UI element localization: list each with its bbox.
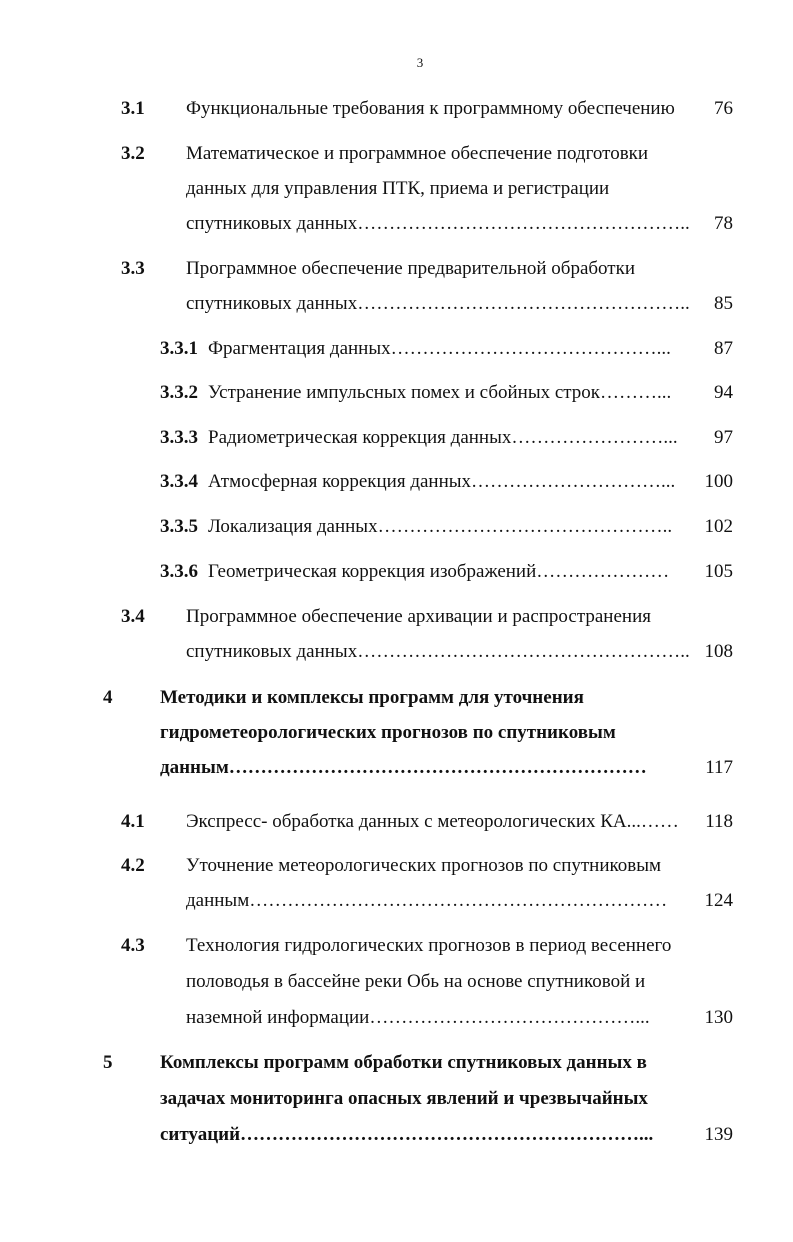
page-ref: 139	[704, 1124, 733, 1145]
chapter-title-line-1: Методики и комплексы программ для уточнения	[160, 687, 584, 708]
page-ref: 78	[714, 213, 733, 234]
section-title-line-2: спутниковых данных……………………………………………..	[186, 293, 690, 314]
chapter-number: 5	[103, 1052, 113, 1073]
section-title: Атмосферная коррекция данных…………………………...	[208, 471, 676, 492]
section-title: Устранение импульсных помех и сбойных строк………...	[208, 382, 672, 403]
page-ref: 97	[714, 427, 733, 448]
section-title: Функциональные требования к программному обеспечению	[186, 98, 675, 119]
section-title: Геометрическая коррекция изображений…………………	[208, 561, 670, 582]
page-ref: 100	[704, 471, 733, 492]
page-ref: 87	[714, 338, 733, 359]
page-ref: 130	[704, 1007, 733, 1028]
section-title-line-3: спутниковых данных……………………………………………..	[186, 213, 690, 234]
section-number: 3.3.4	[160, 471, 198, 492]
section-title: Фрагментация данных……………………………………...	[208, 338, 671, 359]
page-ref: 85	[714, 293, 733, 314]
section-number: 4.2	[121, 855, 145, 876]
page-ref: 108	[704, 641, 733, 662]
section-title-line-1: Технология гидрологических прогнозов в период весеннего	[186, 935, 672, 956]
section-title-line-2: данным…………………………………………………………	[186, 890, 668, 911]
chapter-title-line-3: ситуаций………………………………………………………...	[160, 1124, 654, 1145]
page-ref: 94	[714, 382, 733, 403]
section-title-line-3: наземной информации……………………………………...	[186, 1007, 650, 1028]
section-number: 4.3	[121, 935, 145, 956]
section-title: Радиометрическая коррекция данных……………………...	[208, 427, 678, 448]
chapter-title-line-2: гидрометеорологических прогнозов по спутниковым	[160, 722, 616, 743]
page-ref: 117	[705, 757, 733, 778]
chapter-number: 4	[103, 687, 113, 708]
page-ref: 118	[705, 811, 733, 832]
section-number: 3.3	[121, 258, 145, 279]
section-number: 3.3.6	[160, 561, 198, 582]
page-ref: 105	[704, 561, 733, 582]
section-number: 3.4	[121, 606, 145, 627]
page-ref: 76	[714, 98, 733, 119]
chapter-title-line-2: задачах мониторинга опасных явлений и чрезвычайных	[160, 1088, 648, 1109]
page-number: 3	[416, 55, 424, 70]
section-number: 3.1	[121, 98, 145, 119]
section-title-line-1: Программное обеспечение предварительной обработки	[186, 258, 635, 279]
section-title-line-2: половодья в бассейне реки Обь на основе спутниковой и	[186, 971, 646, 992]
chapter-title-line-1: Комплексы программ обработки спутниковых данных в	[160, 1052, 647, 1073]
section-number: 3.3.2	[160, 382, 198, 403]
section-number: 3.3.5	[160, 516, 198, 537]
section-number: 3.3.3	[160, 427, 198, 448]
page-ref: 124	[704, 890, 733, 911]
section-title: Экспресс- обработка данных с метеорологических КА...……	[186, 811, 679, 832]
section-number: 3.3.1	[160, 338, 198, 359]
section-title-line-2: спутниковых данных……………………………………………..	[186, 641, 690, 662]
section-title-line-1: Программное обеспечение архивации и распространения	[186, 606, 651, 627]
section-title-line-2: данных для управления ПТК, приема и регистрации	[186, 178, 610, 199]
section-number: 4.1	[121, 811, 145, 832]
section-number: 3.2	[121, 143, 145, 164]
page-ref: 102	[704, 516, 733, 537]
chapter-title-line-3: данным…………………………………………………………	[160, 757, 647, 778]
section-title: Локализация данных………………………………………..	[208, 516, 673, 537]
section-title-line-1: Уточнение метеорологических прогнозов по спутниковым	[186, 855, 662, 876]
section-title-line-1: Математическое и программное обеспечение подготовки	[186, 143, 649, 164]
